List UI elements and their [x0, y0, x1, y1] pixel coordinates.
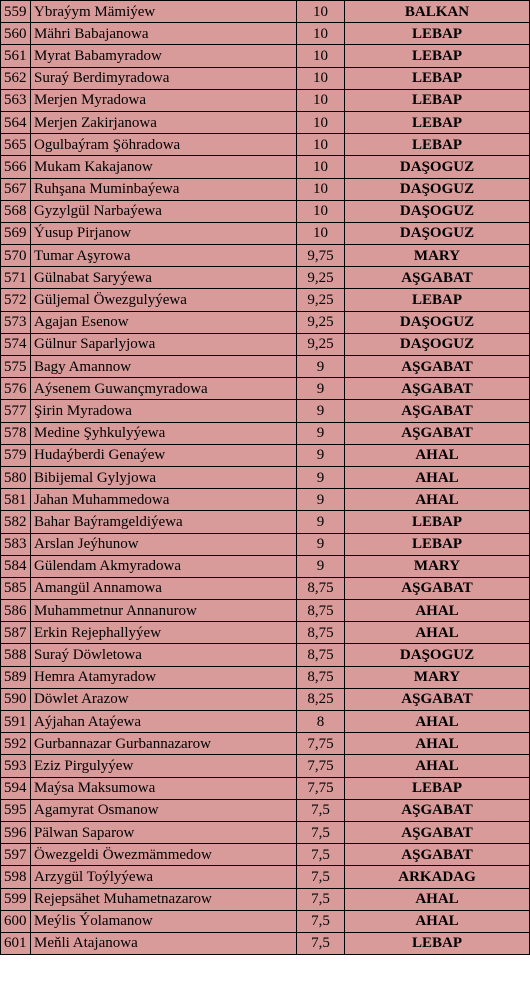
region-name-cell: BALKAN: [345, 1, 530, 23]
region-name-cell: AHAL: [345, 711, 530, 733]
person-name-cell: Pälwan Saparow: [31, 821, 297, 843]
region-name-cell: LEBAP: [345, 932, 530, 954]
person-name-cell: Arslan Jeýhunow: [31, 533, 297, 555]
region-name-cell: AŞGABAT: [345, 356, 530, 378]
region-name-cell: LEBAP: [345, 45, 530, 67]
table-row: [1, 134, 530, 156]
table-row: [1, 533, 530, 555]
row-number-cell: 590: [1, 688, 31, 710]
score-value-cell: 9,25: [297, 311, 345, 333]
row-number-cell: 583: [1, 533, 31, 555]
row-number-cell: 584: [1, 555, 31, 577]
score-value-cell: 9: [297, 489, 345, 511]
score-value-cell: 9,25: [297, 267, 345, 289]
table-row: [1, 866, 530, 888]
score-value-cell: 7,75: [297, 755, 345, 777]
table-row: [1, 489, 530, 511]
score-value-cell: 8,75: [297, 577, 345, 599]
score-value-cell: 10: [297, 156, 345, 178]
region-name-cell: AHAL: [345, 888, 530, 910]
score-value-cell: 7,75: [297, 733, 345, 755]
region-name-cell: DAŞOGUZ: [345, 311, 530, 333]
score-value-cell: 10: [297, 222, 345, 244]
row-number-cell: 593: [1, 755, 31, 777]
score-value-cell: 10: [297, 134, 345, 156]
score-value-cell: 9: [297, 555, 345, 577]
person-name-cell: Gülnur Saparlyjowa: [31, 333, 297, 355]
region-name-cell: LEBAP: [345, 89, 530, 111]
row-number-cell: 578: [1, 422, 31, 444]
person-name-cell: Medine Şyhkulyýewa: [31, 422, 297, 444]
person-name-cell: Ybraýym Mämiýew: [31, 1, 297, 23]
row-number-cell: 575: [1, 356, 31, 378]
person-name-cell: Hemra Atamyradow: [31, 666, 297, 688]
score-value-cell: 9: [297, 378, 345, 400]
score-value-cell: 7,5: [297, 866, 345, 888]
row-number-cell: 585: [1, 577, 31, 599]
region-name-cell: AŞGABAT: [345, 799, 530, 821]
row-number-cell: 572: [1, 289, 31, 311]
person-name-cell: Bagy Amannow: [31, 356, 297, 378]
table-row: [1, 644, 530, 666]
person-name-cell: Maýsa Maksumowa: [31, 777, 297, 799]
row-number-cell: 595: [1, 799, 31, 821]
region-name-cell: AŞGABAT: [345, 422, 530, 444]
region-name-cell: AŞGABAT: [345, 688, 530, 710]
table-row: [1, 400, 530, 422]
score-value-cell: 7,5: [297, 888, 345, 910]
person-name-cell: Hudaýberdi Genaýew: [31, 444, 297, 466]
person-name-cell: Gülnabat Saryýewa: [31, 267, 297, 289]
person-name-cell: Öwezgeldi Öwezmämmedow: [31, 844, 297, 866]
region-name-cell: AŞGABAT: [345, 577, 530, 599]
row-number-cell: 589: [1, 666, 31, 688]
table-row: [1, 799, 530, 821]
score-value-cell: 8: [297, 711, 345, 733]
row-number-cell: 564: [1, 111, 31, 133]
row-number-cell: 580: [1, 466, 31, 488]
row-number-cell: 599: [1, 888, 31, 910]
row-number-cell: 594: [1, 777, 31, 799]
row-number-cell: 559: [1, 1, 31, 23]
table-row: [1, 666, 530, 688]
table-row: [1, 156, 530, 178]
table-row: [1, 844, 530, 866]
score-value-cell: 10: [297, 67, 345, 89]
score-value-cell: 10: [297, 23, 345, 45]
person-name-cell: Myrat Babamyradow: [31, 45, 297, 67]
table-row: [1, 466, 530, 488]
score-value-cell: 8,75: [297, 600, 345, 622]
table-row: [1, 222, 530, 244]
person-name-cell: Agamyrat Osmanow: [31, 799, 297, 821]
score-value-cell: 7,5: [297, 821, 345, 843]
table-row: [1, 67, 530, 89]
region-name-cell: AHAL: [345, 733, 530, 755]
person-name-cell: Ýusup Pirjanow: [31, 222, 297, 244]
table-row: [1, 378, 530, 400]
person-name-cell: Şirin Myradowa: [31, 400, 297, 422]
region-name-cell: AHAL: [345, 910, 530, 932]
person-name-cell: Güljemal Öwezgulyýewa: [31, 289, 297, 311]
row-number-cell: 592: [1, 733, 31, 755]
table-row: [1, 311, 530, 333]
region-name-cell: LEBAP: [345, 67, 530, 89]
row-number-cell: 588: [1, 644, 31, 666]
person-name-cell: Döwlet Arazow: [31, 688, 297, 710]
table-row: [1, 555, 530, 577]
score-value-cell: 9: [297, 533, 345, 555]
table-row: [1, 422, 530, 444]
person-name-cell: Bahar Baýramgeldiýewa: [31, 511, 297, 533]
row-number-cell: 568: [1, 200, 31, 222]
score-value-cell: 9,25: [297, 333, 345, 355]
person-name-cell: Ruhşana Muminbaýewa: [31, 178, 297, 200]
score-value-cell: 8,75: [297, 622, 345, 644]
region-name-cell: LEBAP: [345, 533, 530, 555]
region-name-cell: AŞGABAT: [345, 400, 530, 422]
score-value-cell: 8,75: [297, 666, 345, 688]
row-number-cell: 563: [1, 89, 31, 111]
region-name-cell: LEBAP: [345, 111, 530, 133]
table-row: [1, 711, 530, 733]
row-number-cell: 591: [1, 711, 31, 733]
person-name-cell: Aýsenem Guwançmyradowa: [31, 378, 297, 400]
region-name-cell: AHAL: [345, 489, 530, 511]
region-name-cell: LEBAP: [345, 134, 530, 156]
table-row: [1, 267, 530, 289]
person-name-cell: Merjen Myradowa: [31, 89, 297, 111]
score-value-cell: 9: [297, 444, 345, 466]
table-row: [1, 178, 530, 200]
region-name-cell: LEBAP: [345, 23, 530, 45]
row-number-cell: 573: [1, 311, 31, 333]
person-name-cell: Agajan Esenow: [31, 311, 297, 333]
person-name-cell: Eziz Pirgulyýew: [31, 755, 297, 777]
region-name-cell: MARY: [345, 666, 530, 688]
table-row: [1, 821, 530, 843]
score-value-cell: 9: [297, 511, 345, 533]
person-name-cell: Ogulbaýram Şöhradowa: [31, 134, 297, 156]
region-name-cell: LEBAP: [345, 289, 530, 311]
results-table-body: [1, 1, 530, 955]
person-name-cell: Meýlis Ýolamanow: [31, 910, 297, 932]
table-row: [1, 333, 530, 355]
score-value-cell: 7,5: [297, 799, 345, 821]
row-number-cell: 582: [1, 511, 31, 533]
table-row: [1, 45, 530, 67]
row-number-cell: 598: [1, 866, 31, 888]
region-name-cell: MARY: [345, 555, 530, 577]
region-name-cell: AHAL: [345, 444, 530, 466]
table-row: [1, 289, 530, 311]
row-number-cell: 566: [1, 156, 31, 178]
region-name-cell: DAŞOGUZ: [345, 222, 530, 244]
table-row: [1, 356, 530, 378]
region-name-cell: DAŞOGUZ: [345, 644, 530, 666]
region-name-cell: DAŞOGUZ: [345, 200, 530, 222]
table-row: [1, 89, 530, 111]
region-name-cell: LEBAP: [345, 511, 530, 533]
table-row: [1, 23, 530, 45]
person-name-cell: Aýjahan Ataýewa: [31, 711, 297, 733]
row-number-cell: 577: [1, 400, 31, 422]
person-name-cell: Jahan Muhammedowa: [31, 489, 297, 511]
score-value-cell: 7,75: [297, 777, 345, 799]
score-value-cell: 8,25: [297, 688, 345, 710]
region-name-cell: AHAL: [345, 466, 530, 488]
region-name-cell: AHAL: [345, 622, 530, 644]
score-value-cell: 9: [297, 466, 345, 488]
region-name-cell: AŞGABAT: [345, 844, 530, 866]
region-name-cell: DAŞOGUZ: [345, 178, 530, 200]
row-number-cell: 560: [1, 23, 31, 45]
score-value-cell: 10: [297, 111, 345, 133]
region-name-cell: MARY: [345, 245, 530, 267]
row-number-cell: 561: [1, 45, 31, 67]
person-name-cell: Gurbannazar Gurbannazarow: [31, 733, 297, 755]
table-row: [1, 1, 530, 23]
table-row: [1, 688, 530, 710]
score-value-cell: 10: [297, 178, 345, 200]
person-name-cell: Mukam Kakajanow: [31, 156, 297, 178]
person-name-cell: Arzygül Toýlyýewa: [31, 866, 297, 888]
row-number-cell: 562: [1, 67, 31, 89]
row-number-cell: 597: [1, 844, 31, 866]
table-row: [1, 511, 530, 533]
score-value-cell: 10: [297, 200, 345, 222]
region-name-cell: AŞGABAT: [345, 267, 530, 289]
person-name-cell: Mähri Babajanowa: [31, 23, 297, 45]
score-value-cell: 7,5: [297, 844, 345, 866]
score-value-cell: 10: [297, 1, 345, 23]
table-row: [1, 600, 530, 622]
score-value-cell: 7,5: [297, 910, 345, 932]
row-number-cell: 601: [1, 932, 31, 954]
score-value-cell: 9,75: [297, 245, 345, 267]
table-row: [1, 910, 530, 932]
table-row: [1, 888, 530, 910]
table-row: [1, 245, 530, 267]
person-name-cell: Gülendam Akmyradowa: [31, 555, 297, 577]
row-number-cell: 571: [1, 267, 31, 289]
score-value-cell: 7,5: [297, 932, 345, 954]
region-name-cell: LEBAP: [345, 777, 530, 799]
row-number-cell: 596: [1, 821, 31, 843]
region-name-cell: AŞGABAT: [345, 378, 530, 400]
region-name-cell: AHAL: [345, 755, 530, 777]
score-value-cell: 9: [297, 356, 345, 378]
row-number-cell: 574: [1, 333, 31, 355]
table-row: [1, 932, 530, 954]
person-name-cell: Bibijemal Gylyjowa: [31, 466, 297, 488]
row-number-cell: 600: [1, 910, 31, 932]
score-value-cell: 10: [297, 89, 345, 111]
person-name-cell: Muhammetnur Annanurow: [31, 600, 297, 622]
row-number-cell: 576: [1, 378, 31, 400]
score-value-cell: 8,75: [297, 644, 345, 666]
table-row: [1, 444, 530, 466]
person-name-cell: Gyzylgül Narbaýewa: [31, 200, 297, 222]
person-name-cell: Merjen Zakirjanowa: [31, 111, 297, 133]
row-number-cell: 565: [1, 134, 31, 156]
table-row: [1, 111, 530, 133]
region-name-cell: AŞGABAT: [345, 821, 530, 843]
table-row: [1, 200, 530, 222]
region-name-cell: DAŞOGUZ: [345, 333, 530, 355]
table-row: [1, 755, 530, 777]
table-row: [1, 622, 530, 644]
region-name-cell: DAŞOGUZ: [345, 156, 530, 178]
table-row: [1, 777, 530, 799]
table-row: [1, 577, 530, 599]
row-number-cell: 567: [1, 178, 31, 200]
person-name-cell: Tumar Aşyrowa: [31, 245, 297, 267]
row-number-cell: 569: [1, 222, 31, 244]
score-value-cell: 9: [297, 400, 345, 422]
row-number-cell: 581: [1, 489, 31, 511]
score-value-cell: 9,25: [297, 289, 345, 311]
score-value-cell: 10: [297, 45, 345, 67]
table-row: [1, 733, 530, 755]
person-name-cell: Suraý Döwletowa: [31, 644, 297, 666]
row-number-cell: 570: [1, 245, 31, 267]
region-name-cell: AHAL: [345, 600, 530, 622]
row-number-cell: 579: [1, 444, 31, 466]
person-name-cell: Erkin Rejephallyýew: [31, 622, 297, 644]
person-name-cell: Amangül Annamowa: [31, 577, 297, 599]
row-number-cell: 587: [1, 622, 31, 644]
region-name-cell: ARKADAG: [345, 866, 530, 888]
person-name-cell: Rejepsähet Muhametnazarow: [31, 888, 297, 910]
score-value-cell: 9: [297, 422, 345, 444]
row-number-cell: 586: [1, 600, 31, 622]
person-name-cell: Meňli Atajanowa: [31, 932, 297, 954]
person-name-cell: Suraý Berdimyradowa: [31, 67, 297, 89]
